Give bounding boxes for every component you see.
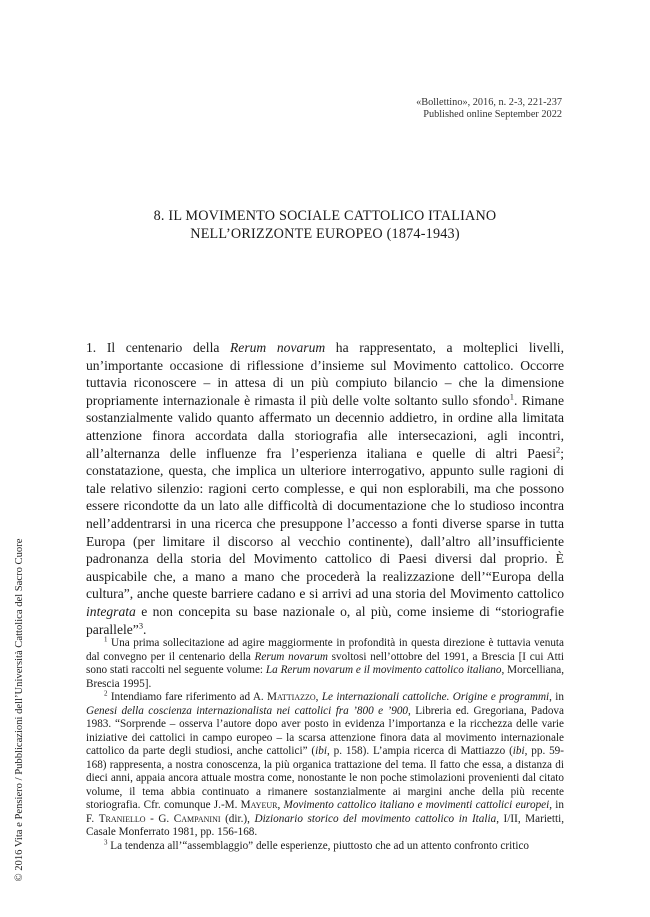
italic-span: La Rerum novarum e il movimento cattolico italiano <box>265 664 502 676</box>
footnote-ref-2[interactable]: 2 <box>556 444 561 455</box>
italic-span: ibi <box>512 745 525 757</box>
italic-span: integrata <box>86 603 136 619</box>
italic-span: Rerum novarum <box>230 340 326 355</box>
text-span: La tendenza all’“assemblaggio” delle esperienze, piuttosto che ad un attento confronto critico <box>107 839 530 852</box>
text-span: , in <box>549 691 565 703</box>
chapter-title <box>0 207 650 243</box>
text-span: , I/II, Marietti, Casale Monferrato 1981, pp. 156-168. <box>86 812 565 838</box>
text-span: svoltosi nell’ottobre del 1991, a Brescia [I cui Atti sono stati raccolti nel seguente volume: <box>86 650 564 676</box>
text-span: e non concepita su base nazionale o, al più, come insieme di “storiografie parallele” <box>86 603 564 637</box>
text-span: , <box>315 691 322 703</box>
text-span: Intendiamo fare riferimento ad A. <box>107 691 268 703</box>
italic-span: ibi <box>315 745 327 757</box>
journal-header <box>416 97 562 121</box>
text-span: ha rappresentato, a molteplici livelli, un’importante occasione di riflessione d’insieme sul Movimento cattolico. Occorre tuttavia riconoscere – in attesa di un più compiuto bilancio – che la dimensione propriamente internazionale è rimasta il più delle volte soltanto sullo sfondo <box>86 340 564 408</box>
footnote-ref-1[interactable]: 1 <box>509 391 514 402</box>
italic-span: Le internazionali cattoliche. Origine e programmi <box>321 691 550 703</box>
author-name: Traniello <box>98 812 146 825</box>
text-span: . Rimane sostanzialmente valido quanto affermato un decennio addietro, in ordine alla limitata attenzione finora accordata dalla storiografia alle intersecazioni, agli incontri, all’alternanza delle influenze fra l’esperienza italiana e quelle di altri Paesi <box>86 392 564 461</box>
published-line: Published online September 2022 <box>423 109 562 120</box>
text-span: , Libreria ed. Gregoriana, Padova 1983. “Sorprende – osserva l’autore dopo aver posto in evidenza l’importanza e la ricchezza delle varie iniziative dei cattolici in campo europeo – la scarsa attenzione finora data al movimento internazionale cattolico da parte degli studiosi, anche cattolici” ( <box>86 704 564 757</box>
text-span: , in F. <box>86 799 564 825</box>
footnote-1 <box>86 637 564 691</box>
author-name: Campanini <box>173 812 221 825</box>
italic-span: Dizionario storico del movimento cattolico in Italia <box>254 812 497 825</box>
title-line-2: NELL’ORIZZONTE EUROPEO (1874-1943) <box>190 226 460 242</box>
footnote-number: 3 <box>104 837 108 846</box>
author-name: Mayeur <box>240 799 278 811</box>
body-paragraph <box>86 339 564 638</box>
footnote-number: 2 <box>104 689 108 698</box>
italic-span: Movimento cattolico italiano e movimenti cattolici europei <box>283 799 550 811</box>
title-line-1: 8. IL MOVIMENTO SOCIALE CATTOLICO ITALIANO <box>153 208 497 224</box>
footnotes <box>86 637 564 853</box>
text-span: , <box>277 799 284 811</box>
footnote-2 <box>86 691 564 840</box>
paragraph-1 <box>86 339 564 638</box>
footnote-number: 1 <box>104 635 108 644</box>
text-span: (dir.), <box>220 812 255 825</box>
text-span: ; constatazione, questa, che implica un ulteriore interrogativo, appunto sulle ragioni di tale relativo silenzio: ragioni certo complesse, e qui non esplorabili, ma che possono essere ricondotte da un lato alle difficoltà di documentazione che lo studioso incontra nell’addentrarsi in una ricerca che presuppone l’accesso a fonti diverse sparse in tutta Europa (per limitare il discorso al vecchio continente), dall’altro all’insufficiente padronanza della storia del Movimento cattolico di Paesi diversi dal proprio. È auspicabile che, a mano a mano che procederà la realizzazione dell’“Europa della cultura”, anche queste barriere cadano e si arrivi ad una storia del Movimento cattolico <box>86 445 564 602</box>
footnote-ref-3[interactable]: 3 <box>138 619 144 630</box>
copyright-sidebar: © 2016 Vita e Pensiero / Pubblicazioni dell’Università Cattolica del Sacro Cuore <box>14 538 25 882</box>
italic-span: Genesi della coscienza internazionalista nei cattolici fra ’800 e ’900 <box>86 704 409 717</box>
text-span: - G. <box>145 812 174 825</box>
text-span: , pp. 59-168) rappresenta, a nostra conoscenza, la più organica trattazione del tema. Il fatto che essa, a distanza di dieci anni, appaia ancora attuale mostra come, nonostante le non poche stimolazioni provenienti dal citato volume, il tema abbia continuato a rimanere sostanzialmente ai margini anche della più recente storiografia. Cfr. comunque J.-M. <box>86 745 564 811</box>
italic-span: Rerum novarum <box>254 650 328 663</box>
footnote-3 <box>86 837 564 854</box>
text-span: , p. 158). L’ampia ricerca di Mattiazzo ( <box>326 745 513 757</box>
author-name: Mattiazzo <box>267 691 316 703</box>
text-span: 1. Il centenario della <box>86 340 230 355</box>
text-span: . <box>143 621 147 637</box>
citation-line: «Bollettino», 2016, n. 2-3, 221-237 <box>416 97 562 108</box>
text-span: , Morcelliana, Brescia 1995]. <box>86 664 564 690</box>
text-span: Una prima sollecitazione ad agire maggiormente in profondità in questa direzione è tuttavia venuta dal convegno per il centenario della <box>86 637 564 663</box>
